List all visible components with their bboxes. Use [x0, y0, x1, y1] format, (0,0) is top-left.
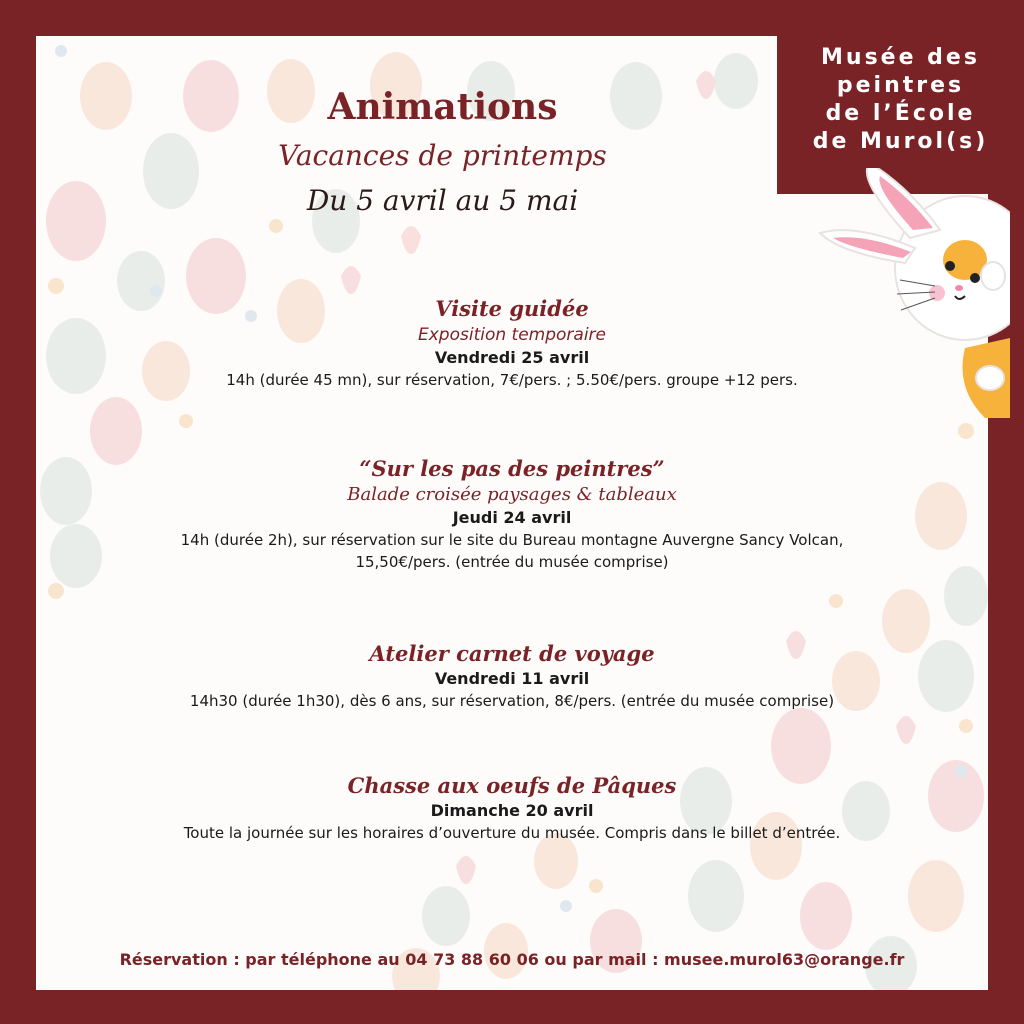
- event-subtitle: Exposition temporaire: [418, 325, 606, 345]
- museum-name-line: peintres: [836, 73, 965, 98]
- event-title: Chasse aux oeufs de Pâques: [347, 773, 677, 798]
- museum-name-line: de l’École: [825, 101, 976, 126]
- easter-egg-icon: [50, 524, 102, 588]
- flower-icon: [179, 414, 193, 428]
- flower-icon: [829, 594, 843, 608]
- event-date: Vendredi 25 avril: [434, 348, 590, 367]
- event-title: “Sur les pas des peintres”: [359, 456, 665, 481]
- flower-icon: [958, 423, 974, 439]
- flower-icon: [48, 278, 64, 294]
- event-guided-tour: [100, 295, 924, 391]
- event-details: 14h (durée 2h), sur réservation sur le site du Bureau montagne Auvergne Sancy Volcan,: [180, 531, 844, 549]
- reservation-info: Réservation : par téléphone au 04 73 88 60 06 ou par mail : musee.murol63@orange.fr: [119, 950, 905, 969]
- event-title: Atelier carnet de voyage: [369, 641, 655, 666]
- event-details: 14h (durée 45 mn), sur réservation, 7€/pers. ; 5.50€/pers. groupe +12 pers.: [226, 371, 798, 389]
- museum-name-line: Musée des: [821, 45, 980, 70]
- event-date: Dimanche 20 avril: [430, 801, 594, 820]
- event-date: Vendredi 11 avril: [434, 669, 590, 688]
- easter-egg-icon: [422, 886, 470, 946]
- flower-icon: [55, 45, 67, 57]
- museum-name: [777, 44, 1024, 156]
- page-title: Animations: [327, 86, 558, 128]
- easter-egg-icon: [40, 457, 92, 525]
- easter-egg-icon: [944, 566, 988, 626]
- flower-icon: [955, 765, 967, 777]
- event-date: Jeudi 24 avril: [452, 508, 572, 527]
- page-subtitle: Vacances de printemps: [278, 139, 607, 172]
- tulip-icon: [401, 226, 421, 254]
- tulip-icon: [896, 716, 916, 744]
- easter-egg-icon: [46, 318, 106, 394]
- event-travel-journal-workshop: [100, 640, 924, 712]
- period-dates: Du 5 avril au 5 mai: [306, 184, 579, 217]
- event-subtitle: Balade croisée paysages & tableaux: [347, 484, 677, 505]
- event-egg-hunt: [100, 772, 924, 844]
- flower-icon: [560, 900, 572, 912]
- easter-egg-icon: [908, 860, 964, 932]
- event-title: Visite guidée: [435, 296, 589, 321]
- museum-name-line: de Murol(s): [812, 129, 989, 154]
- event-details: 15,50€/pers. (entrée du musée comprise): [355, 553, 669, 571]
- flower-icon: [959, 719, 973, 733]
- flower-icon: [269, 219, 283, 233]
- easter-egg-icon: [918, 640, 974, 712]
- event-painters-walk: [100, 455, 924, 573]
- easter-egg-icon: [688, 860, 744, 932]
- flower-icon: [48, 583, 64, 599]
- tulip-icon: [456, 856, 476, 884]
- event-details: Toute la journée sur les horaires d’ouverture du musée. Compris dans le billet d’entrée.: [183, 824, 841, 842]
- easter-egg-icon: [800, 882, 852, 950]
- tulip-icon: [341, 266, 361, 294]
- event-details: 14h30 (durée 1h30), dès 6 ans, sur réservation, 8€/pers. (entrée du musée comprise): [189, 692, 835, 710]
- flower-icon: [589, 879, 603, 893]
